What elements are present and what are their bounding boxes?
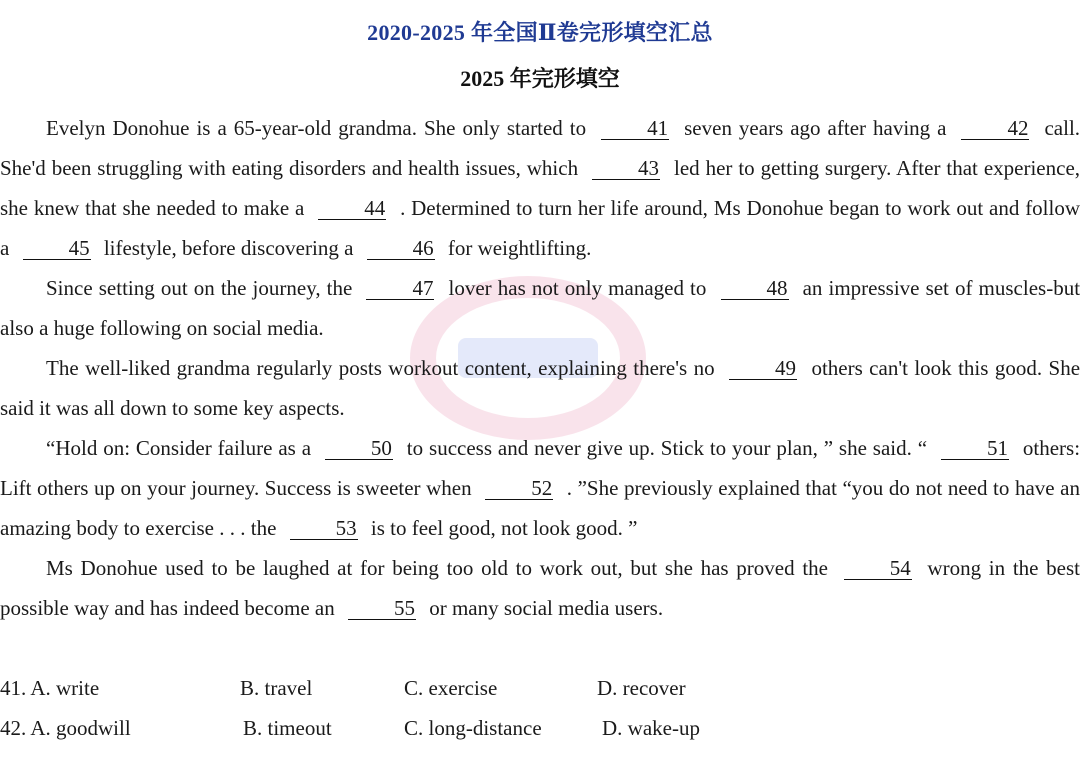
paragraph-4 bbox=[0, 428, 1080, 548]
passage-text: Evelyn Donohue is a 65-year-old grandma. She only started to bbox=[46, 116, 587, 140]
passage-text: seven years ago after having a bbox=[684, 116, 947, 140]
blank-42: 42 bbox=[961, 117, 1029, 140]
paragraph-2 bbox=[0, 268, 1080, 348]
option-c: C. long-distance bbox=[404, 716, 542, 740]
cloze-passage bbox=[0, 108, 1080, 628]
blank-45: 45 bbox=[23, 237, 91, 260]
answer-options bbox=[0, 668, 1080, 748]
option-d: D. wake-up bbox=[602, 716, 700, 740]
blank-50: 50 bbox=[325, 437, 393, 460]
passage-text: an impressive set of muscles-but also a huge following on social media. bbox=[0, 276, 1080, 340]
paragraph-1 bbox=[0, 108, 1080, 268]
option-a: 42. A. goodwill bbox=[0, 716, 131, 740]
passage-text: The well-liked grandma regularly posts workout content, explaining there's no bbox=[46, 356, 715, 380]
passage-text: “Hold on: Consider failure as a bbox=[46, 436, 312, 460]
passage-text: or many social media users. bbox=[429, 596, 664, 620]
option-a: 41. A. write bbox=[0, 676, 100, 700]
blank-51: 51 bbox=[941, 437, 1009, 460]
option-b: B. travel bbox=[240, 676, 313, 700]
blank-48: 48 bbox=[721, 277, 789, 300]
passage-text: Ms Donohue used to be laughed at for being too old to work out, but she has proved the bbox=[46, 556, 828, 580]
blank-41: 41 bbox=[601, 117, 669, 140]
blank-54: 54 bbox=[844, 557, 912, 580]
blank-55: 55 bbox=[348, 597, 416, 620]
option-row-41 bbox=[0, 668, 1080, 708]
blank-43: 43 bbox=[592, 157, 660, 180]
option-c: C. exercise bbox=[404, 676, 498, 700]
passage-text: . Determined to turn her life around, Ms Donohue began to work out and follow a bbox=[0, 196, 1080, 260]
passage-text: to success and never give up. Stick to your plan, ” she said. “ bbox=[406, 436, 928, 460]
passage-text: call. She'd been struggling with eating disorders and health issues, which bbox=[0, 116, 1080, 180]
page-title: 2020-2025 年全国Ⅱ卷完形填空汇总 bbox=[367, 20, 713, 45]
option-row-42 bbox=[0, 708, 1080, 748]
passage-text: wrong in the best possible way and has indeed become an bbox=[0, 556, 1080, 620]
blank-49: 49 bbox=[729, 357, 797, 380]
passage-text: lover has not only managed to bbox=[448, 276, 707, 300]
blank-44: 44 bbox=[318, 197, 386, 220]
passage-text: others can't look this good. She said it was all down to some key aspects. bbox=[0, 356, 1080, 420]
option-d: D. recover bbox=[597, 676, 686, 700]
blank-53: 53 bbox=[290, 517, 358, 540]
passage-text: led her to getting surgery. After that experience, she knew that she needed to make a bbox=[0, 156, 1080, 220]
blank-47: 47 bbox=[366, 277, 434, 300]
blank-46: 46 bbox=[367, 237, 435, 260]
blank-52: 52 bbox=[485, 477, 553, 500]
option-b: B. timeout bbox=[243, 716, 332, 740]
section-subtitle: 2025 年完形填空 bbox=[460, 66, 620, 91]
passage-text: for weightlifting. bbox=[447, 236, 592, 260]
paragraph-3 bbox=[0, 348, 1080, 428]
passage-text: Since setting out on the journey, the bbox=[46, 276, 353, 300]
passage-text: lifestyle, before discovering a bbox=[103, 236, 354, 260]
passage-text: is to feel good, not look good. ” bbox=[370, 516, 638, 540]
paragraph-5 bbox=[0, 548, 1080, 628]
passage-text: others: Lift others up on your journey. Success is sweeter when bbox=[0, 436, 1080, 500]
passage-text: . ”She previously explained that “you do not need to have an amazing body to exercise . . . the bbox=[0, 476, 1080, 540]
